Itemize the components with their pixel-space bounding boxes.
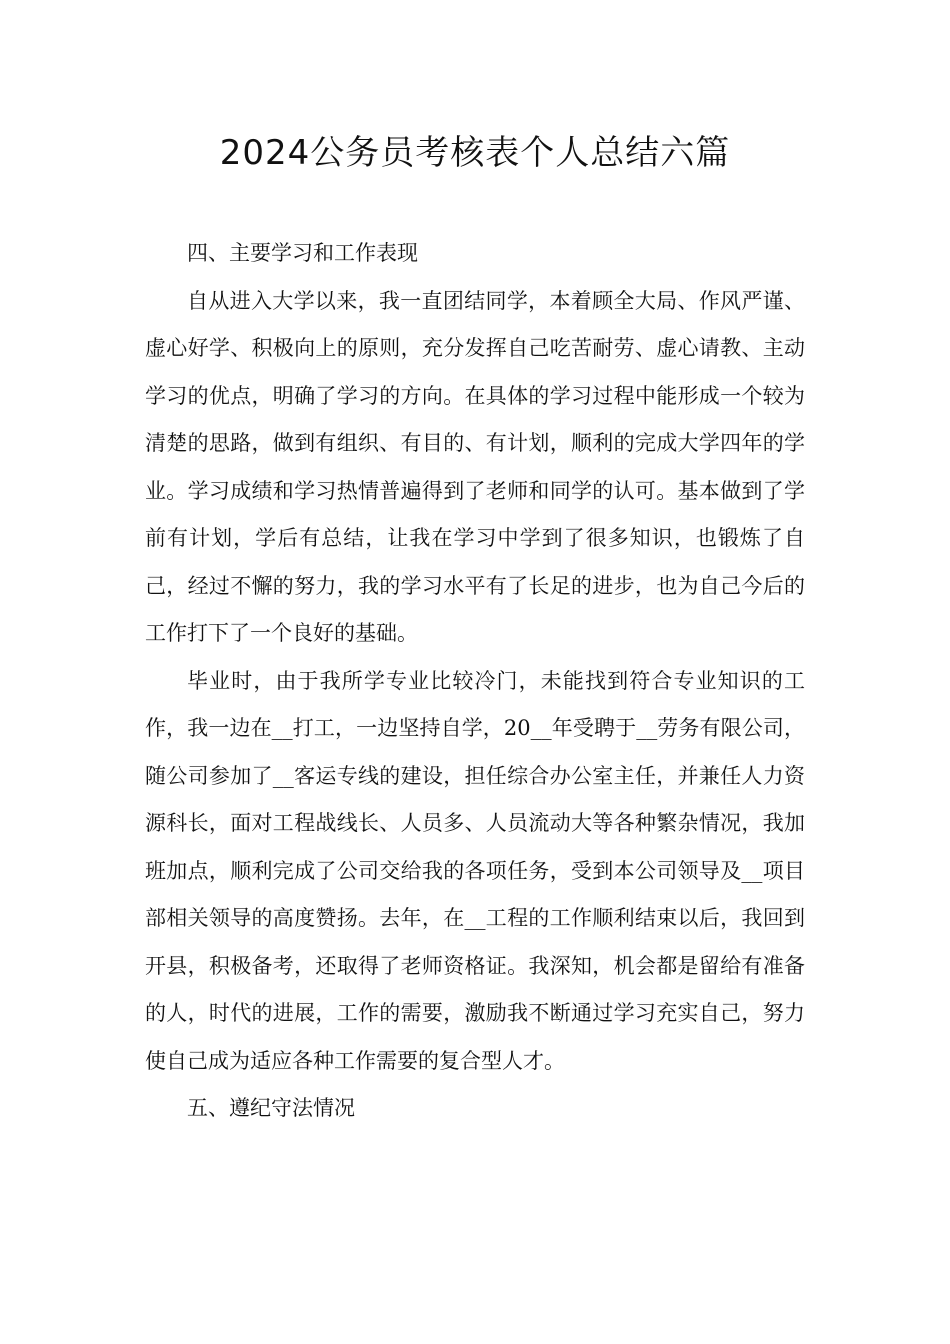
section-heading: 五、遵纪守法情况 xyxy=(187,1096,355,1120)
paragraph: 毕业时，由于我所学专业比较冷门，未能找到符合专业知识的工作，我一边在__打工，一边坚持自学，20__年受聘于__劳务有限公司，随公司参加了__客运专线的建设，担任综合办公室主任，并兼任人力资源科长，面对工程战线长、人员多、人员流动大等各种繁杂情况，我加班加点，顺利完成了公司交给我的各项任务，受到本公司领导及__项目部相关领导的高度赞扬。去年，在__工程的工作顺利结束以后，我回到开县，积极备考，还取得了老师资格证。我深知，机会都是留给有准备的人，时代的进展，工作的需要，激励我不断通过学习充实自己，努力使自己成为适应各种工作需要的复合型人才。 xyxy=(145,668,805,1073)
document-body xyxy=(145,230,805,1133)
paragraph: 自从进入大学以来，我一直团结同学，本着顾全大局、作风严谨、虚心好学、积极向上的原则，充分发挥自己吃苦耐劳、虚心请教、主动学习的优点，明确了学习的方向。在具体的学习过程中能形成一个较为清楚的思路，做到有组织、有目的、有计划，顺利的完成大学四年的学业。学习成绩和学习热情普遍得到了老师和同学的认可。基本做到了学前有计划，学后有总结，让我在学习中学到了很多知识，也锻炼了自己，经过不懈的努力，我的学习水平有了长足的进步，也为自己今后的工作打下了一个良好的基础。 xyxy=(145,288,805,645)
document-title: 2024公务员考核表个人总结六篇 xyxy=(219,133,731,173)
section-heading: 四、主要学习和工作表现 xyxy=(187,241,418,265)
